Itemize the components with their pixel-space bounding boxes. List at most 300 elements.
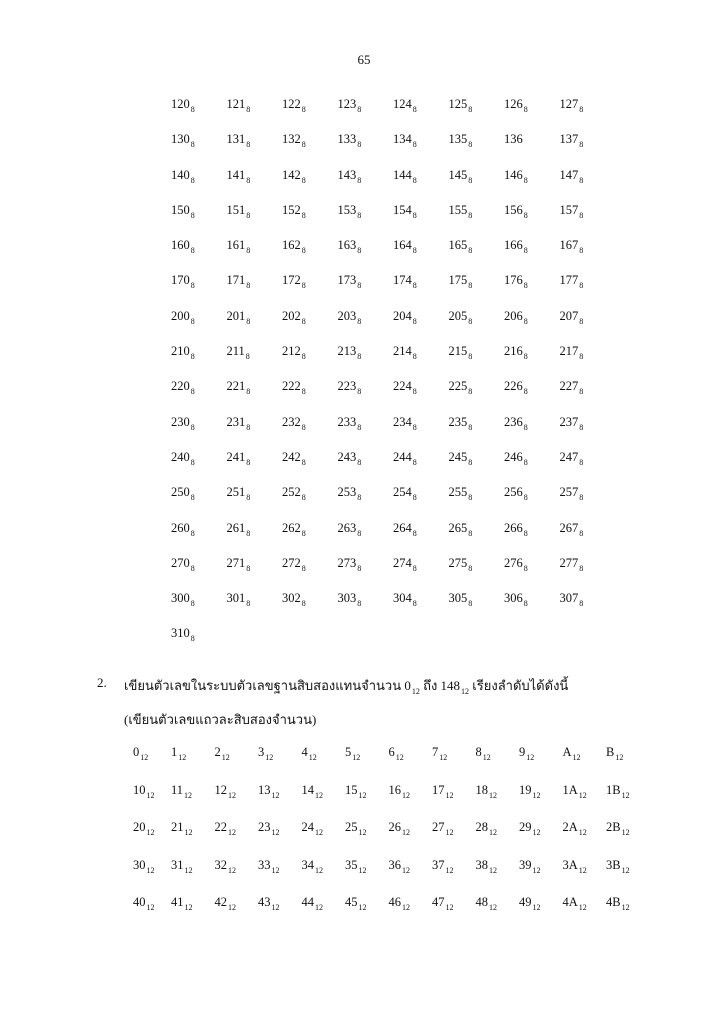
number-cell [432, 783, 476, 821]
base-subscript: 8 [301, 599, 306, 609]
number-cell [504, 168, 560, 203]
number-cell [606, 895, 650, 933]
octal-row [171, 556, 615, 591]
number-cell [560, 168, 616, 203]
base-subscript: 12 [621, 790, 630, 800]
base-subscript: 12 [578, 828, 587, 837]
number-cell [606, 858, 650, 896]
base-subscript: 8 [357, 246, 362, 256]
base-subscript: 12 [621, 828, 630, 837]
base-subscript: 8 [190, 528, 195, 538]
number-value: 252 [282, 485, 301, 500]
base-subscript: 8 [468, 563, 473, 573]
number-value: 277 [559, 555, 579, 570]
base-subscript: 8 [579, 246, 584, 256]
base-subscript: 8 [579, 493, 584, 503]
number-value: 16 [388, 782, 401, 797]
number-value: 21 [171, 820, 184, 834]
number-cell [282, 415, 338, 450]
number-cell [519, 745, 563, 783]
number-cell [282, 556, 338, 591]
base-subscript: 12 [228, 790, 236, 800]
number-cell [302, 895, 346, 933]
number-value: 304 [393, 591, 412, 606]
number-value: 142 [282, 167, 301, 182]
base-subscript: 8 [357, 210, 362, 220]
base-subscript: 8 [523, 422, 528, 432]
number-value: 257 [559, 485, 579, 500]
base-subscript: 8 [190, 634, 195, 644]
number-cell [449, 344, 505, 379]
base-subscript: 12 [402, 903, 410, 912]
base-subscript: 12 [621, 865, 630, 875]
number-cell [227, 344, 283, 379]
number-value: 267 [559, 520, 579, 535]
duodecimal-row [127, 783, 650, 821]
number-cell [606, 745, 650, 783]
number-cell [563, 745, 607, 783]
base-subscript: 12 [228, 865, 236, 875]
base-subscript: 8 [190, 105, 195, 114]
number-cell [282, 379, 338, 414]
base-subscript: 8 [246, 528, 251, 538]
base-subscript: 8 [468, 105, 473, 114]
base-subscript: 8 [357, 493, 362, 503]
number-value: 2 [214, 745, 221, 759]
number-value: 25 [345, 820, 358, 834]
base-subscript: 8 [523, 210, 528, 220]
base-subscript: 12 [228, 828, 236, 837]
number-cell [560, 97, 616, 132]
number-value: 140 [171, 167, 190, 182]
number-cell [393, 273, 449, 308]
base-subscript: 8 [579, 563, 584, 573]
number-value: 31 [171, 857, 184, 872]
base-subscript: 8 [468, 457, 473, 467]
number-value: 235 [448, 414, 468, 429]
base-subscript: 8 [523, 246, 528, 256]
number-cell [171, 626, 227, 661]
number-value: 0 [133, 745, 140, 759]
base-subscript: 8 [301, 281, 306, 291]
number-value: 177 [559, 273, 579, 288]
number-cell [338, 591, 394, 626]
number-value: 175 [448, 273, 468, 288]
number-value: 245 [448, 449, 468, 464]
number-value: 28 [475, 820, 488, 834]
number-value: 17 [432, 782, 445, 797]
number-cell [606, 783, 650, 821]
base-subscript: 12 [146, 790, 155, 800]
number-cell [338, 168, 394, 203]
base-subscript: 8 [357, 316, 362, 326]
base-subscript: 8 [579, 281, 584, 291]
number-value: 3 [258, 745, 265, 759]
number-cell [432, 745, 476, 783]
base-subscript: 8 [412, 422, 417, 432]
number-value: B [606, 745, 615, 759]
base-subscript: 8 [301, 352, 306, 362]
base-subscript: 8 [301, 210, 306, 220]
number-cell [258, 745, 302, 783]
base-subscript: 12 [445, 828, 454, 837]
number-cell [227, 273, 283, 308]
number-cell [127, 820, 171, 858]
number-cell [519, 783, 563, 821]
number-value: 146 [504, 167, 523, 182]
number-cell [215, 858, 259, 896]
number-value: 215 [448, 344, 468, 359]
number-value: 207 [559, 308, 579, 323]
number-cell [389, 745, 433, 783]
base-subscript: 8 [190, 316, 195, 326]
number-cell [449, 238, 505, 273]
number-cell [227, 97, 283, 132]
number-value: 152 [282, 202, 301, 217]
number-cell [171, 168, 227, 203]
base-subscript: 8 [579, 175, 584, 185]
number-value: 201 [226, 308, 246, 323]
number-value: 225 [448, 379, 468, 394]
number-cell [338, 97, 394, 132]
number-cell [504, 132, 560, 167]
base-subscript: 8 [190, 599, 195, 609]
base-subscript: 8 [246, 281, 251, 291]
number-value: 29 [519, 820, 532, 834]
number-cell [560, 273, 616, 308]
number-value: 144 [393, 167, 412, 182]
duodecimal-row [127, 858, 650, 896]
number-cell [227, 556, 283, 591]
number-value: 157 [559, 202, 579, 217]
number-value: 130 [171, 132, 190, 147]
number-value: 19 [519, 782, 532, 797]
number-cell [393, 203, 449, 238]
number-cell [171, 344, 227, 379]
number-cell [449, 309, 505, 344]
number-cell [504, 203, 560, 238]
number-cell [560, 203, 616, 238]
number-value: 166 [504, 238, 523, 253]
base-subscript: 12 [315, 790, 323, 800]
base-subscript: 8 [301, 140, 306, 150]
number-value: 124 [393, 97, 412, 111]
base-subscript: 12 [526, 753, 535, 762]
number-value: 147 [559, 167, 579, 182]
base-subscript: 12 [439, 753, 448, 762]
number-value: 131 [226, 132, 246, 147]
base-subscript: 12 [572, 753, 581, 762]
base-subscript: 12 [265, 753, 274, 762]
base-subscript: 8 [579, 316, 584, 326]
number-cell [171, 97, 227, 132]
base-subscript: 8 [190, 210, 195, 220]
base-subscript: 12 [532, 790, 541, 800]
base-subscript: 8 [468, 246, 473, 256]
number-value: 33 [258, 857, 271, 872]
number-value: 204 [393, 308, 412, 323]
number-cell [227, 203, 283, 238]
number-cell [432, 858, 476, 896]
number-value: 242 [282, 449, 301, 464]
number-cell [345, 783, 389, 821]
number-cell [227, 415, 283, 450]
number-value: 212 [282, 344, 301, 359]
number-cell [560, 309, 616, 344]
number-cell [606, 820, 650, 858]
number-value: 211 [226, 344, 245, 359]
number-value: 230 [171, 414, 190, 429]
number-cell [338, 203, 394, 238]
number-value: 264 [393, 520, 412, 535]
base-subscript: 8 [412, 281, 417, 291]
base-subscript: 8 [190, 246, 195, 256]
number-cell [449, 485, 505, 520]
number-value: 244 [393, 449, 412, 464]
number-cell [171, 238, 227, 273]
number-value: 1 [171, 745, 178, 759]
base-subscript: 8 [190, 493, 195, 503]
base-subscript: 12 [489, 828, 497, 837]
base-subscript: 8 [412, 246, 417, 256]
number-value: 260 [171, 520, 190, 535]
base-subscript: 8 [357, 352, 362, 362]
base-subscript: 12 [184, 903, 193, 912]
number-cell [282, 309, 338, 344]
number-cell [504, 556, 560, 591]
base-subscript: 12 [402, 828, 410, 837]
base-subscript: 8 [523, 528, 528, 538]
number-value: 5 [345, 745, 352, 759]
octal-row [171, 238, 615, 273]
number-cell [563, 783, 607, 821]
number-cell [560, 238, 616, 273]
base-subscript: 8 [246, 563, 251, 573]
number-cell [476, 858, 520, 896]
base-subscript: 12 [315, 865, 323, 875]
number-cell [258, 858, 302, 896]
base-subscript: 8 [579, 210, 584, 220]
base-subscript: 8 [468, 528, 473, 538]
base-subscript: 12 [358, 790, 367, 800]
number-value: 34 [301, 857, 314, 872]
number-value: 202 [282, 308, 301, 323]
number-value: 274 [393, 555, 412, 570]
number-value: 14 [301, 782, 314, 797]
base-subscript: 8 [579, 457, 584, 467]
base-subscript: 8 [412, 316, 417, 326]
number-value: 167 [559, 238, 579, 253]
base-subscript: 8 [246, 599, 251, 609]
number-cell [393, 309, 449, 344]
number-value: 263 [337, 520, 357, 535]
number-cell [449, 591, 505, 626]
number-cell [282, 521, 338, 556]
number-cell [258, 895, 302, 933]
number-cell [449, 132, 505, 167]
number-cell [171, 450, 227, 485]
number-cell [393, 238, 449, 273]
number-value: 121 [226, 97, 246, 111]
number-cell [302, 858, 346, 896]
base-subscript: 8 [523, 457, 528, 467]
range-end: 148 [440, 678, 461, 693]
number-cell [171, 591, 227, 626]
number-cell [504, 521, 560, 556]
number-cell [449, 521, 505, 556]
base-subscript: 8 [579, 140, 584, 150]
number-value: 247 [559, 449, 579, 464]
number-cell [227, 521, 283, 556]
page-number: 65 [357, 52, 371, 67]
base-subscript: 12 [352, 753, 361, 762]
number-value: 172 [282, 273, 301, 288]
number-value: 221 [226, 379, 246, 394]
number-value: 155 [448, 202, 468, 217]
number-value: 301 [226, 591, 246, 606]
base-subscript: 8 [468, 493, 473, 503]
base-subscript: 12 [482, 753, 491, 762]
octal-row [171, 521, 615, 556]
base-subscript: 8 [246, 246, 251, 256]
base-subscript: 12 [358, 903, 367, 912]
number-cell [504, 485, 560, 520]
number-value: 3B [606, 857, 621, 872]
number-cell [560, 415, 616, 450]
number-cell [393, 379, 449, 414]
base-subscript: 12 [402, 790, 410, 800]
number-value: A [562, 745, 572, 759]
number-value: 1B [606, 782, 621, 797]
number-value: 250 [171, 485, 190, 500]
number-value: 35 [345, 857, 358, 872]
number-value: 256 [504, 485, 523, 500]
base-subscript: 12 [358, 865, 367, 875]
base-subscript: 8 [523, 281, 528, 291]
number-cell [171, 858, 215, 896]
base-subscript: 8 [523, 387, 528, 397]
octal-row [171, 97, 615, 132]
number-cell [504, 450, 560, 485]
number-cell [302, 783, 346, 821]
number-cell [215, 745, 259, 783]
problem-text-after: เรียงลำดับได้ดังนี้ [469, 678, 569, 693]
number-cell [504, 273, 560, 308]
base-subscript: 12 [395, 753, 404, 762]
base-subscript: 12 [271, 903, 280, 912]
base-subscript: 12 [271, 828, 280, 837]
number-cell [476, 895, 520, 933]
base-subscript: 12 [184, 865, 193, 875]
number-value: 26 [388, 820, 401, 834]
number-cell [227, 168, 283, 203]
number-cell [449, 168, 505, 203]
number-value: 4A [562, 895, 578, 909]
base-subscript: 8 [412, 457, 417, 467]
base-subscript: 8 [412, 105, 417, 114]
base-subscript: 12 [178, 753, 187, 762]
number-value: 134 [393, 132, 412, 147]
base-subscript: 8 [357, 599, 362, 609]
number-cell [282, 450, 338, 485]
base-subscript: 12 [221, 753, 230, 762]
number-cell [393, 591, 449, 626]
problem-subtext: (เขียนตัวเลขแถวละสิบสองจำนวน) [124, 712, 317, 727]
number-cell [171, 521, 227, 556]
number-value: 22 [214, 820, 227, 834]
base-subscript: 8 [190, 175, 195, 185]
number-value: 233 [337, 414, 357, 429]
number-value: 7 [432, 745, 439, 759]
number-cell [171, 745, 215, 783]
number-value: 154 [393, 202, 412, 217]
base-subscript: 8 [246, 457, 251, 467]
number-cell [282, 238, 338, 273]
base-subscript: 12 [308, 753, 317, 762]
number-value: 265 [448, 520, 468, 535]
number-cell [389, 783, 433, 821]
number-value: 270 [171, 555, 190, 570]
base-subscript: 8 [468, 140, 473, 150]
number-value: 273 [337, 555, 357, 570]
number-value: 49 [519, 895, 532, 909]
number-value: 15 [345, 782, 358, 797]
octal-number-table [171, 97, 615, 662]
base-subscript: 12 [271, 790, 280, 800]
number-cell [504, 415, 560, 450]
base-subscript: 12 [140, 753, 149, 762]
number-value: 161 [226, 238, 246, 253]
number-cell [127, 895, 171, 933]
number-value: 223 [337, 379, 357, 394]
base-subscript: 12 [445, 865, 454, 875]
base-subscript: 8 [246, 175, 251, 185]
range-end-subscript: 12 [461, 687, 470, 696]
number-cell [171, 783, 215, 821]
number-value: 302 [282, 591, 301, 606]
base-subscript: 12 [146, 865, 155, 875]
number-cell [393, 485, 449, 520]
base-subscript: 8 [579, 387, 584, 397]
base-subscript: 8 [579, 352, 584, 362]
base-subscript: 8 [412, 493, 417, 503]
number-value: 8 [475, 745, 482, 759]
number-value: 13 [258, 782, 271, 797]
base-subscript: 8 [246, 422, 251, 432]
number-value: 120 [171, 97, 190, 111]
number-value: 240 [171, 449, 190, 464]
number-value: 170 [171, 273, 190, 288]
number-value: 27 [432, 820, 445, 834]
number-value: 214 [393, 344, 412, 359]
number-value: 162 [282, 238, 301, 253]
number-cell [215, 820, 259, 858]
number-cell [393, 415, 449, 450]
base-subscript: 8 [523, 105, 528, 114]
number-cell [449, 379, 505, 414]
number-cell [282, 132, 338, 167]
number-value: 45 [345, 895, 358, 909]
number-value: 1A [562, 782, 578, 797]
number-cell [127, 745, 171, 783]
base-subscript: 8 [301, 563, 306, 573]
number-value: 20 [133, 820, 146, 834]
number-cell [171, 132, 227, 167]
number-value: 234 [393, 414, 412, 429]
number-value: 307 [559, 591, 579, 606]
base-subscript: 8 [190, 457, 195, 467]
number-value: 174 [393, 273, 412, 288]
